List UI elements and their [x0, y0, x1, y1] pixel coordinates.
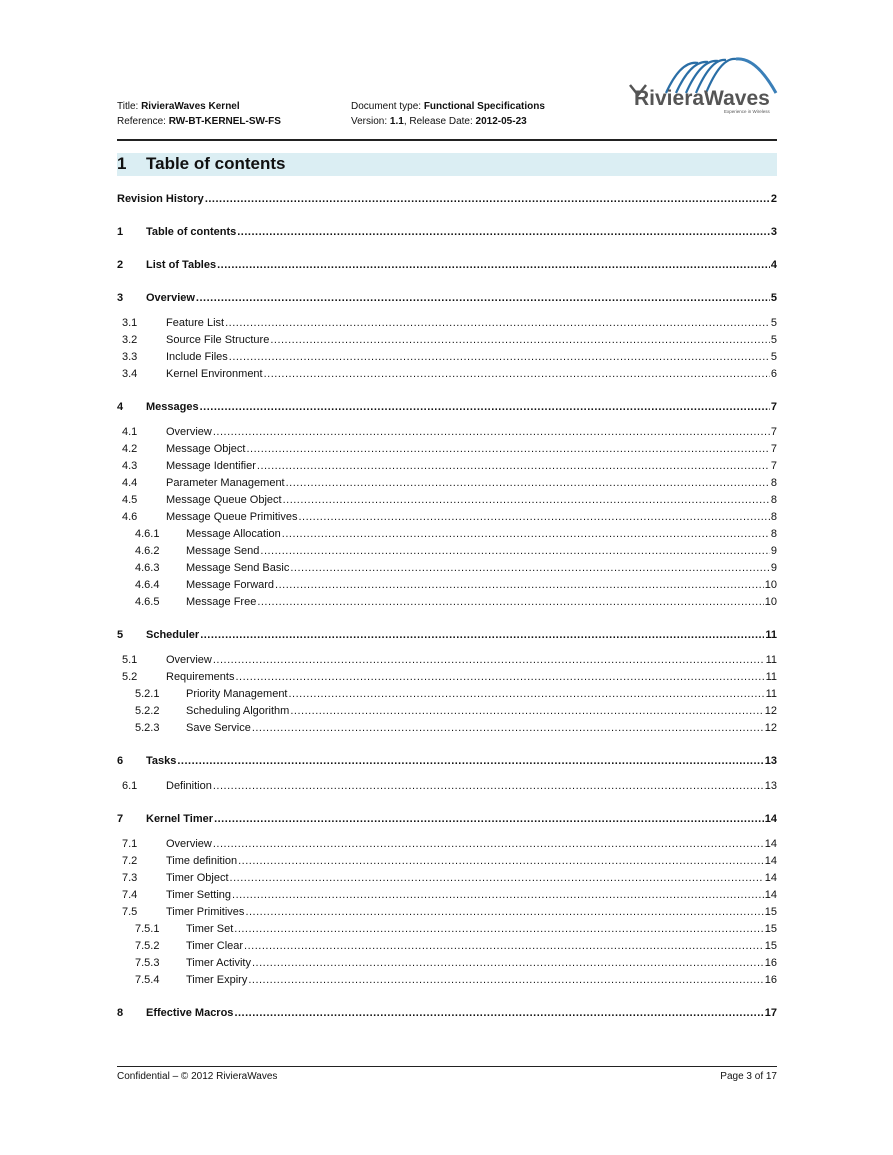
title-value: RivieraWaves Kernel	[141, 101, 240, 112]
toc-dot-leader	[238, 854, 764, 868]
toc-dot-leader	[217, 258, 770, 272]
toc-entry-page: 9	[770, 545, 777, 557]
toc-dot-leader	[270, 333, 770, 347]
toc-dot-leader	[214, 812, 764, 826]
toc-entry-page: 10	[764, 579, 777, 591]
toc-entry-page: 4	[770, 259, 777, 271]
toc-entry[interactable]	[117, 314, 777, 330]
toc-entry-page: 8	[770, 477, 777, 489]
toc-entry-label[interactable]: Time definition	[166, 855, 238, 867]
toc-entry-label[interactable]: Overview	[166, 654, 212, 666]
rivierawaves-logo	[626, 55, 778, 117]
toc-entry-label[interactable]: Scheduling Algorithm	[186, 705, 290, 717]
toc-entry-page: 7	[770, 460, 777, 472]
toc-entry-label[interactable]: Feature List	[166, 317, 225, 329]
toc-entry-label[interactable]: Table of contents	[146, 226, 237, 238]
toc-dot-leader	[257, 595, 763, 609]
toc-dot-leader	[252, 721, 764, 735]
toc-entry-page: 14	[764, 813, 777, 825]
toc-entry-label[interactable]: Messages	[146, 401, 199, 413]
toc-entry-label[interactable]: Priority Management	[186, 688, 288, 700]
toc-dot-leader	[283, 493, 770, 507]
toc-entry-number: 3.4	[122, 368, 138, 380]
footer-divider	[117, 1066, 777, 1067]
toc-entry-page: 12	[764, 705, 777, 717]
toc-entry-number: 4.4	[122, 477, 138, 489]
toc-entry-label[interactable]: Message Free	[186, 596, 257, 608]
toc-entry-label[interactable]: Source File Structure	[166, 334, 270, 346]
toc-entry-page: 9	[770, 562, 777, 574]
release-label: , Release Date:	[403, 116, 476, 127]
toc-entry-label[interactable]: Parameter Management	[166, 477, 285, 489]
toc-dot-leader	[237, 225, 770, 239]
toc-entry[interactable]	[117, 365, 777, 381]
version-label: Version:	[351, 116, 390, 127]
toc-entry-page: 2	[770, 193, 777, 205]
toc-entry[interactable]	[117, 331, 777, 347]
toc-entry-label[interactable]: Effective Macros	[146, 1007, 234, 1019]
toc-dot-leader	[205, 192, 770, 206]
toc-entry-label[interactable]: Save Service	[186, 722, 251, 734]
toc-dot-leader	[230, 871, 764, 885]
toc-entry[interactable]	[117, 869, 777, 885]
toc-entry-number: 7.1	[122, 838, 138, 850]
doctype-value: Functional Specifications	[423, 101, 545, 112]
toc-entry-label[interactable]: Revision History	[117, 193, 204, 205]
toc-entry-number: 7.4	[122, 889, 138, 901]
toc-dot-leader	[290, 704, 763, 718]
toc-entry-label[interactable]: Definition	[166, 780, 212, 792]
toc-entry-number: 8	[117, 1007, 124, 1019]
toc-dot-leader	[225, 316, 770, 330]
toc-entry-label[interactable]: Overview	[146, 292, 195, 304]
toc-entry[interactable]	[117, 223, 777, 239]
toc-entry-page: 5	[770, 292, 777, 304]
toc-entry-label[interactable]: Message Object	[166, 443, 246, 455]
toc-entry-number: 5.2	[122, 671, 138, 683]
toc-dot-leader	[286, 476, 770, 490]
toc-dot-leader	[200, 628, 764, 642]
toc-entry[interactable]	[117, 920, 777, 936]
toc-entry[interactable]	[117, 719, 777, 735]
toc-entry-page: 13	[764, 755, 777, 767]
doc-version	[351, 114, 545, 129]
doc-reference	[117, 114, 281, 129]
toc-entry[interactable]	[117, 474, 777, 490]
toc-entry-page: 11	[765, 654, 777, 666]
toc-entry[interactable]	[117, 457, 777, 473]
toc-dot-leader	[232, 888, 764, 902]
toc-entry-page: 15	[764, 940, 777, 952]
toc-entry-number: 4.3	[122, 460, 138, 472]
version-value: 1.1	[389, 116, 404, 127]
toc-entry-number: 3.1	[122, 317, 138, 329]
toc-entry[interactable]	[117, 835, 777, 851]
toc-entry-number: 4.6.3	[135, 562, 160, 574]
toc-entry-number: 4.6	[122, 511, 138, 523]
toc-entry-label[interactable]: Timer Setting	[166, 889, 232, 901]
toc-entry-label[interactable]: Kernel Environment	[166, 368, 263, 380]
toc-entry-label[interactable]: Scheduler	[146, 629, 200, 641]
section-number: 1	[117, 154, 127, 173]
toc-entry-number: 4.1	[122, 426, 138, 438]
toc-dot-leader	[235, 670, 764, 684]
toc-entry-label[interactable]: Timer Expiry	[186, 974, 248, 986]
toc-dot-leader	[252, 956, 764, 970]
toc-dot-leader	[196, 291, 770, 305]
toc-entry-label[interactable]: Include Files	[166, 351, 228, 363]
toc-entry[interactable]	[117, 852, 777, 868]
toc-entry-page: 12	[764, 722, 777, 734]
toc-entry-page: 7	[770, 443, 777, 455]
toc-entry-label[interactable]: Message Forward	[186, 579, 275, 591]
toc-dot-leader	[298, 510, 769, 524]
toc-entry[interactable]	[117, 576, 777, 592]
toc-entry[interactable]	[117, 668, 777, 684]
toc-entry-label[interactable]: Timer Object	[166, 872, 229, 884]
toc-entry-label[interactable]: Timer Set	[186, 923, 234, 935]
toc-entry-number: 3.3	[122, 351, 138, 363]
toc-entry[interactable]	[117, 752, 777, 768]
logo-tagline: Experience in Wireless	[724, 109, 770, 114]
toc-entry[interactable]	[117, 542, 777, 558]
toc-entry-label[interactable]: Timer Primitives	[166, 906, 245, 918]
toc-entry-page: 14	[764, 889, 777, 901]
toc-entry-page: 11	[765, 629, 777, 641]
toc-entry-number: 7.5.1	[135, 923, 160, 935]
toc-entry-number: 5.2.1	[135, 688, 160, 700]
toc-entry[interactable]	[117, 348, 777, 364]
toc-entry-number: 7.2	[122, 855, 138, 867]
toc-entry[interactable]	[117, 1004, 777, 1020]
toc-entry-number: 7.3	[122, 872, 138, 884]
header-left	[117, 99, 281, 129]
toc-entry-label[interactable]: Overview	[166, 426, 212, 438]
footer-page-number: Page 3 of 17	[720, 1071, 777, 1082]
toc-entry-number: 4.6.1	[135, 528, 160, 540]
toc-entry[interactable]	[117, 903, 777, 919]
toc-entry-page: 15	[764, 923, 777, 935]
toc-entry-page: 5	[770, 334, 777, 346]
toc-entry[interactable]	[117, 398, 777, 414]
toc-entry-number: 4.6.2	[135, 545, 160, 557]
toc-entry[interactable]	[117, 289, 777, 305]
footer-confidential: Confidential – © 2012 RivieraWaves	[117, 1071, 278, 1082]
toc-entry-number: 3	[117, 292, 124, 304]
toc-entry-page: 3	[770, 226, 777, 238]
toc-entry-page: 14	[764, 872, 777, 884]
doc-title	[117, 99, 281, 114]
toc-entry-label[interactable]: Timer Clear	[186, 940, 244, 952]
toc-entry-label[interactable]: Requirements	[166, 671, 235, 683]
toc-entry[interactable]	[117, 886, 777, 902]
toc-dot-leader	[244, 939, 764, 953]
toc-entry-number: 6	[117, 755, 124, 767]
toc-dot-leader	[234, 922, 763, 936]
toc-dot-leader	[213, 779, 764, 793]
toc-entry-label[interactable]: Message Allocation	[186, 528, 281, 540]
toc-entry-number: 7.5.4	[135, 974, 160, 986]
toc-entry[interactable]	[117, 508, 777, 524]
toc-entry[interactable]	[117, 702, 777, 718]
toc-entry-number: 4.2	[122, 443, 138, 455]
toc-entry-page: 16	[764, 957, 777, 969]
toc-entry-number: 7.5.3	[135, 957, 160, 969]
toc-entry-page: 14	[764, 838, 777, 850]
toc-dot-leader	[177, 754, 763, 768]
toc-entry[interactable]	[117, 256, 777, 272]
toc-dot-leader	[245, 905, 763, 919]
toc-entry[interactable]	[117, 810, 777, 826]
toc-dot-leader	[260, 544, 769, 558]
toc-dot-leader	[264, 367, 770, 381]
toc-entry-number: 5	[117, 629, 124, 641]
doc-type	[351, 99, 545, 114]
toc-entry[interactable]	[117, 525, 777, 541]
toc-entry-label[interactable]: Tasks	[146, 755, 177, 767]
toc-entry-number: 4.6.5	[135, 596, 160, 608]
doctype-label: Document type:	[351, 101, 424, 112]
toc-entry-number: 7	[117, 813, 124, 825]
toc-entry-label[interactable]: Message Send Basic	[186, 562, 290, 574]
toc-entry-page: 17	[764, 1007, 777, 1019]
release-value: 2012-05-23	[475, 116, 527, 127]
toc-entry[interactable]	[117, 559, 777, 575]
toc-dot-leader	[229, 350, 770, 364]
toc-entry[interactable]	[117, 777, 777, 793]
toc-entry-label[interactable]: Timer Activity	[186, 957, 251, 969]
toc-dot-leader	[213, 837, 764, 851]
toc-dot-leader	[213, 425, 770, 439]
toc-dot-leader	[289, 687, 765, 701]
header-divider	[117, 139, 777, 141]
toc-dot-leader	[213, 653, 765, 667]
toc-entry-label[interactable]: Message Queue Object	[166, 494, 282, 506]
toc-entry-page: 10	[764, 596, 777, 608]
toc-entry-page: 14	[764, 855, 777, 867]
toc-entry-label[interactable]: Message Identifier	[166, 460, 256, 472]
toc-entry-page: 11	[765, 671, 777, 683]
toc-entry-page: 7	[770, 426, 777, 438]
toc-entry-label[interactable]: Kernel Timer	[146, 813, 214, 825]
reference-label: Reference:	[117, 116, 169, 127]
toc-entry-number: 4.6.4	[135, 579, 160, 591]
toc-entry-number: 7.5	[122, 906, 138, 918]
toc-entry-page: 8	[770, 511, 777, 523]
toc-entry-page: 15	[764, 906, 777, 918]
toc-entry-page: 7	[770, 401, 777, 413]
toc-entry-number: 5.1	[122, 654, 138, 666]
toc-entry-page: 11	[765, 688, 777, 700]
toc-dot-leader	[290, 561, 770, 575]
toc-entry[interactable]	[117, 190, 777, 206]
toc-entry-page: 16	[764, 974, 777, 986]
toc-entry-page: 8	[770, 494, 777, 506]
toc-entry-number: 7.5.2	[135, 940, 160, 952]
toc-entry[interactable]	[117, 937, 777, 953]
toc-entry-label[interactable]: List of Tables	[146, 259, 217, 271]
toc-entry-number: 5.2.3	[135, 722, 160, 734]
header-middle	[351, 99, 545, 129]
toc-entry-page: 8	[770, 528, 777, 540]
toc-entry[interactable]	[117, 440, 777, 456]
toc-entry[interactable]	[117, 971, 777, 987]
toc-entry[interactable]	[117, 685, 777, 701]
toc-dot-leader	[200, 400, 770, 414]
toc-entry[interactable]	[117, 423, 777, 439]
toc-dot-leader	[246, 442, 769, 456]
toc-entry-number: 4	[117, 401, 124, 413]
reference-value: RW-BT-KERNEL-SW-FS	[168, 116, 281, 127]
logo-text: RivieraWaves	[634, 87, 770, 110]
toc-entry-page: 6	[770, 368, 777, 380]
toc-entry-label[interactable]: Overview	[166, 838, 212, 850]
toc-entry-label[interactable]: Message Send	[186, 545, 260, 557]
toc-entry-number: 1	[117, 226, 124, 238]
page-title: Table of contents	[146, 154, 286, 173]
toc-entry[interactable]	[117, 491, 777, 507]
toc-entry-number: 4.5	[122, 494, 138, 506]
toc-dot-leader	[275, 578, 764, 592]
toc-entry-page: 5	[770, 351, 777, 363]
toc-dot-leader	[234, 1006, 763, 1020]
toc-entry-page: 13	[764, 780, 777, 792]
toc-entry-page: 5	[770, 317, 777, 329]
title-label: Title:	[117, 101, 142, 112]
toc-dot-leader	[248, 973, 763, 987]
toc-entry-number: 2	[117, 259, 124, 271]
section-heading	[117, 153, 777, 176]
toc-dot-leader	[257, 459, 770, 473]
toc-entry-label[interactable]: Message Queue Primitives	[166, 511, 298, 523]
toc-entry[interactable]	[117, 626, 777, 642]
toc-entry-number: 5.2.2	[135, 705, 160, 717]
toc-entry[interactable]	[117, 651, 777, 667]
toc-dot-leader	[282, 527, 770, 541]
toc-entry[interactable]	[117, 593, 777, 609]
toc-entry-number: 6.1	[122, 780, 138, 792]
toc-entry-number: 3.2	[122, 334, 138, 346]
toc-entry[interactable]	[117, 954, 777, 970]
